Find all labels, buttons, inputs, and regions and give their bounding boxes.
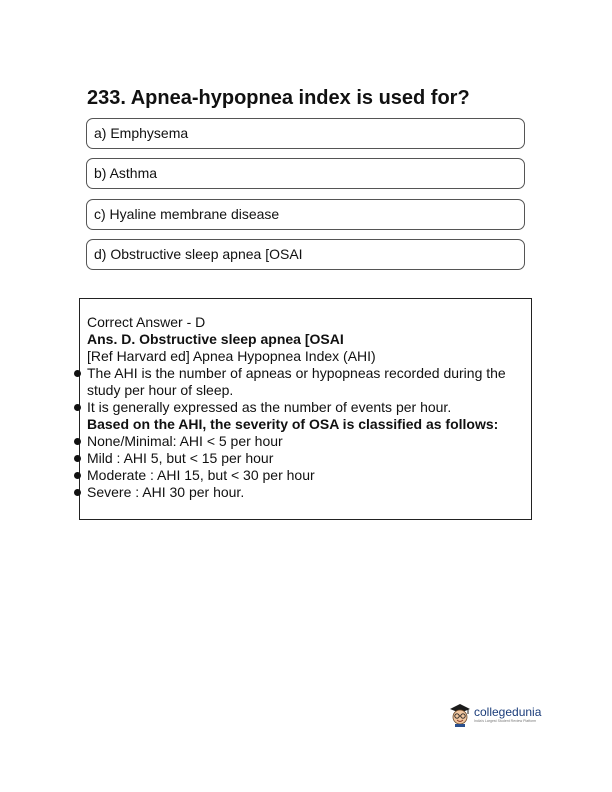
bullet-item	[87, 365, 527, 399]
logo-tagline: India's Largest Student Review Platform	[474, 719, 537, 723]
answer-title: Ans. D. Obstructive sleep apnea [OSAI	[87, 331, 344, 347]
bullet-item	[87, 433, 527, 450]
classification-heading: Based on the AHI, the severity of OSA is classified as follows:	[87, 416, 499, 432]
reference: [Ref Harvard ed] Apnea Hypopnea Index (AHI)	[87, 348, 376, 364]
bullet-item	[87, 399, 527, 416]
bullet-icon	[74, 455, 81, 462]
bullet-icon	[74, 472, 81, 479]
bullet-text: It is generally expressed as the number of events per hour.	[87, 399, 452, 415]
question-title: 233. Apnea-hypopnea index is used for?	[87, 87, 470, 109]
option-a[interactable]: a) Emphysema	[86, 118, 525, 149]
logo-name: collegedunia	[474, 705, 542, 719]
bullet-icon	[74, 370, 81, 377]
bullet-item	[87, 450, 527, 467]
option-d[interactable]: d) Obstructive sleep apnea [OSAI	[86, 239, 525, 270]
option-b[interactable]: b) Asthma	[86, 158, 525, 189]
correct-answer: Correct Answer - D	[87, 314, 206, 330]
answer-content	[87, 314, 527, 501]
bullet-item	[87, 484, 527, 501]
collegedunia-logo	[449, 703, 541, 727]
bullet-icon	[74, 438, 81, 445]
option-c[interactable]: c) Hyaline membrane disease	[86, 199, 525, 230]
bullet-text: None/Minimal: AHI < 5 per hour	[87, 433, 283, 449]
bullet-text: The AHI is the number of apneas or hypopneas recorded during the study per hour of sleep.	[87, 365, 506, 398]
bullet-text: Moderate : AHI 15, but < 30 per hour	[87, 467, 315, 483]
bullet-item	[87, 467, 527, 484]
mascot-icon	[449, 703, 471, 727]
bullet-text: Mild : AHI 5, but < 15 per hour	[87, 450, 274, 466]
bullet-icon	[74, 489, 81, 496]
bullet-icon	[74, 404, 81, 411]
bullet-text: Severe : AHI 30 per hour.	[87, 484, 245, 500]
